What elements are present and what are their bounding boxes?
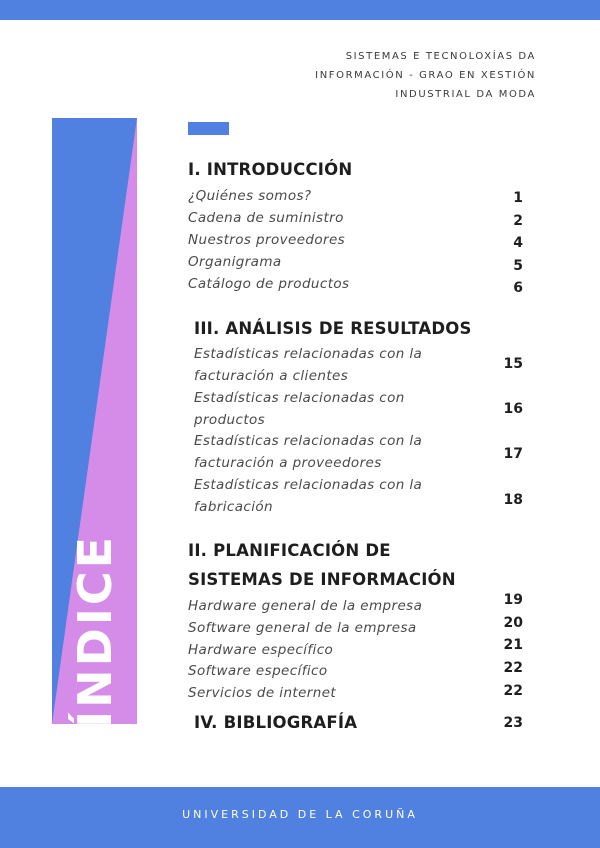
toc-item-line-1: Estadísticas relacionadas con <box>194 390 405 406</box>
toc-page-number: 19 <box>503 592 523 608</box>
section-title-planificacion-line-1: II. PLANIFICACIÓN DE <box>188 541 391 560</box>
toc-page-number: 22 <box>503 660 523 676</box>
toc-item-line-1: Estadísticas relacionadas con la <box>194 477 423 493</box>
side-title-indice: ÍNDICE <box>67 533 122 728</box>
section-title-planificacion-line-2: SISTEMAS DE INFORMACIÓN <box>188 570 456 589</box>
toc-item: Software específico <box>188 663 328 679</box>
section-title-bibliografia: IV. BIBLIOGRAFÍA <box>194 713 358 732</box>
toc-page-number: 5 <box>513 258 523 274</box>
document-header <box>315 47 536 104</box>
toc-page-number: 16 <box>503 401 523 417</box>
toc-page-number: 23 <box>503 715 523 731</box>
toc-item-line-2: facturación a clientes <box>194 368 349 384</box>
toc-page-number: 4 <box>513 235 523 251</box>
toc-page-number: 6 <box>513 280 523 296</box>
toc-item-line-1: Estadísticas relacionadas con la <box>194 346 423 362</box>
toc-page-number: 17 <box>503 446 523 462</box>
toc-item: Software general de la empresa <box>188 620 417 636</box>
header-line-1: SISTEMAS E TECNOLOXÍAS DA <box>345 51 536 62</box>
top-color-bar <box>0 0 600 20</box>
accent-bar <box>188 122 229 135</box>
toc-item: Organigrama <box>188 254 282 270</box>
toc-page-number: 2 <box>513 213 523 229</box>
toc-item-line-2: productos <box>194 412 266 428</box>
toc-page-number: 15 <box>503 356 523 372</box>
toc-item: Cadena de suministro <box>188 210 344 226</box>
footer-university: UNIVERSIDAD DE LA CORUÑA <box>182 808 418 821</box>
toc-item: Nuestros proveedores <box>188 232 346 248</box>
toc-page-number: 22 <box>503 683 523 699</box>
toc-item-line-2: facturación a proveedores <box>194 455 382 471</box>
toc-page-number: 1 <box>513 190 523 206</box>
toc-page-number: 21 <box>503 637 523 653</box>
header-line-3: INDUSTRIAL DA MODA <box>395 89 536 100</box>
section-title-introduccion: I. INTRODUCCIÓN <box>188 160 353 179</box>
toc-item: ¿Quiénes somos? <box>188 188 312 204</box>
toc-page-number: 18 <box>503 492 523 508</box>
side-title-wrapper <box>52 118 137 728</box>
toc-item: Catálogo de productos <box>188 276 350 292</box>
toc-item: Servicios de internet <box>188 685 337 701</box>
toc-item: Hardware general de la empresa <box>188 598 423 614</box>
toc-item-line-1: Estadísticas relacionadas con la <box>194 433 423 449</box>
toc-page-number: 20 <box>503 615 523 631</box>
toc-item: Hardware específico <box>188 642 334 658</box>
section-title-analisis: III. ANÁLISIS DE RESULTADOS <box>194 319 472 338</box>
toc-item-line-2: fabricación <box>194 499 273 515</box>
header-line-2: INFORMACIÓN - GRAO EN XESTIÓN <box>315 70 536 81</box>
